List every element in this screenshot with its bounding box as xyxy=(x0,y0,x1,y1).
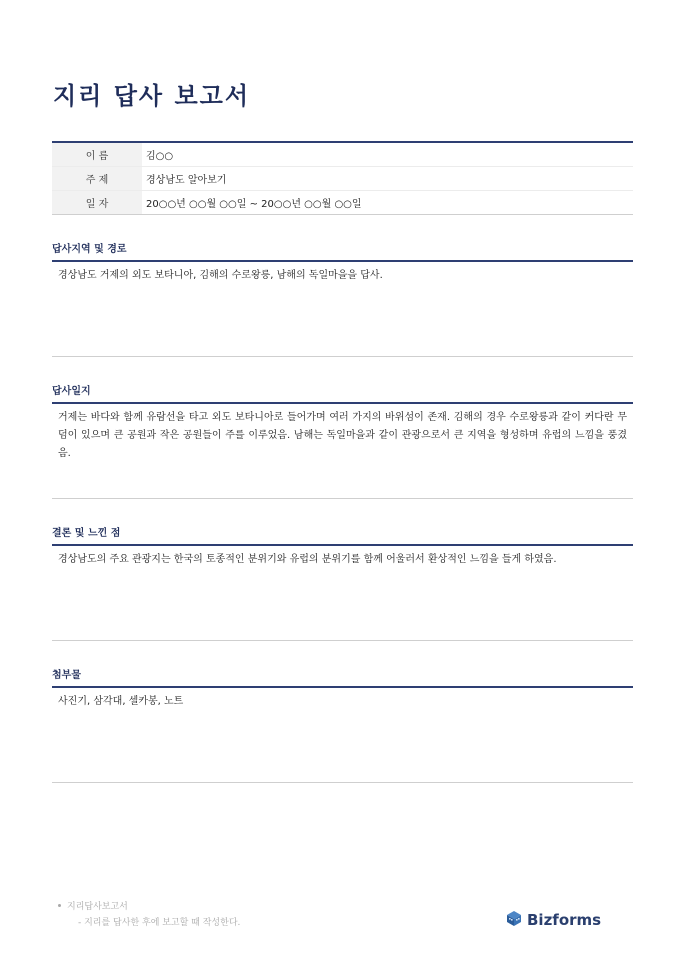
info-value-name: 김○○ xyxy=(146,150,174,162)
section-conclusion xyxy=(52,527,633,641)
info-label-subject: 주 제 xyxy=(52,166,142,190)
section-attachments-body: 사진기, 삼각대, 셀카봉, 노트 xyxy=(52,688,633,783)
info-row-date xyxy=(52,190,633,214)
section-attachments xyxy=(52,669,633,783)
section-log-title: 답사일지 xyxy=(52,385,633,404)
info-label-name: 이 름 xyxy=(52,142,142,166)
info-row-name xyxy=(52,142,633,166)
section-route-body: 경상남도 거제의 외도 보타니아, 김해의 수로왕릉, 남해의 독일마을을 답사. xyxy=(52,262,633,357)
section-conclusion-body: 경상남도의 주요 관광지는 한국의 토종적인 분위기와 유럽의 분위기를 함께 어울러서 환상적인 느낌을 들게 하였음. xyxy=(52,546,633,641)
section-conclusion-title: 결론 및 느낀 점 xyxy=(52,527,633,546)
section-attachments-title: 첨부물 xyxy=(52,669,633,688)
bullet-icon xyxy=(58,904,61,907)
building-icon xyxy=(505,909,523,931)
info-value-date: 20○○년 ○○월 ○○일 ~ 20○○년 ○○월 ○○일 xyxy=(142,190,633,214)
info-row-subject xyxy=(52,166,633,190)
footer-description: - 지리를 답사한 후에 보고할 때 작성한다. xyxy=(78,918,241,928)
footer-note xyxy=(58,899,240,929)
section-log xyxy=(52,385,633,499)
info-value-subject: 경상남도 알아보기 xyxy=(142,166,633,190)
footer-title: 지리답사보고서 xyxy=(67,902,128,912)
section-log-body: 거제는 바다와 함께 유람선을 타고 외도 보타니아로 들어가며 여러 가지의 바위섬이 존재. 김해의 경우 수로왕릉과 같이 커다란 무덤이 있으며 큰 공원과 작은 공원들이 주를 이루었음. 남해는 독일마을과 같이 관광으로서 큰 지역을 형성하며 유럽의 느낌을 풍겼음. xyxy=(52,404,633,499)
document-title: 지리 답사 보고서 xyxy=(53,82,250,110)
info-label-date: 일 자 xyxy=(52,190,142,214)
info-table xyxy=(52,141,633,215)
bizforms-logo xyxy=(505,909,601,931)
logo-text: Bizforms xyxy=(527,911,602,929)
section-route xyxy=(52,243,633,357)
section-route-title: 답사지역 및 경로 xyxy=(52,243,633,262)
